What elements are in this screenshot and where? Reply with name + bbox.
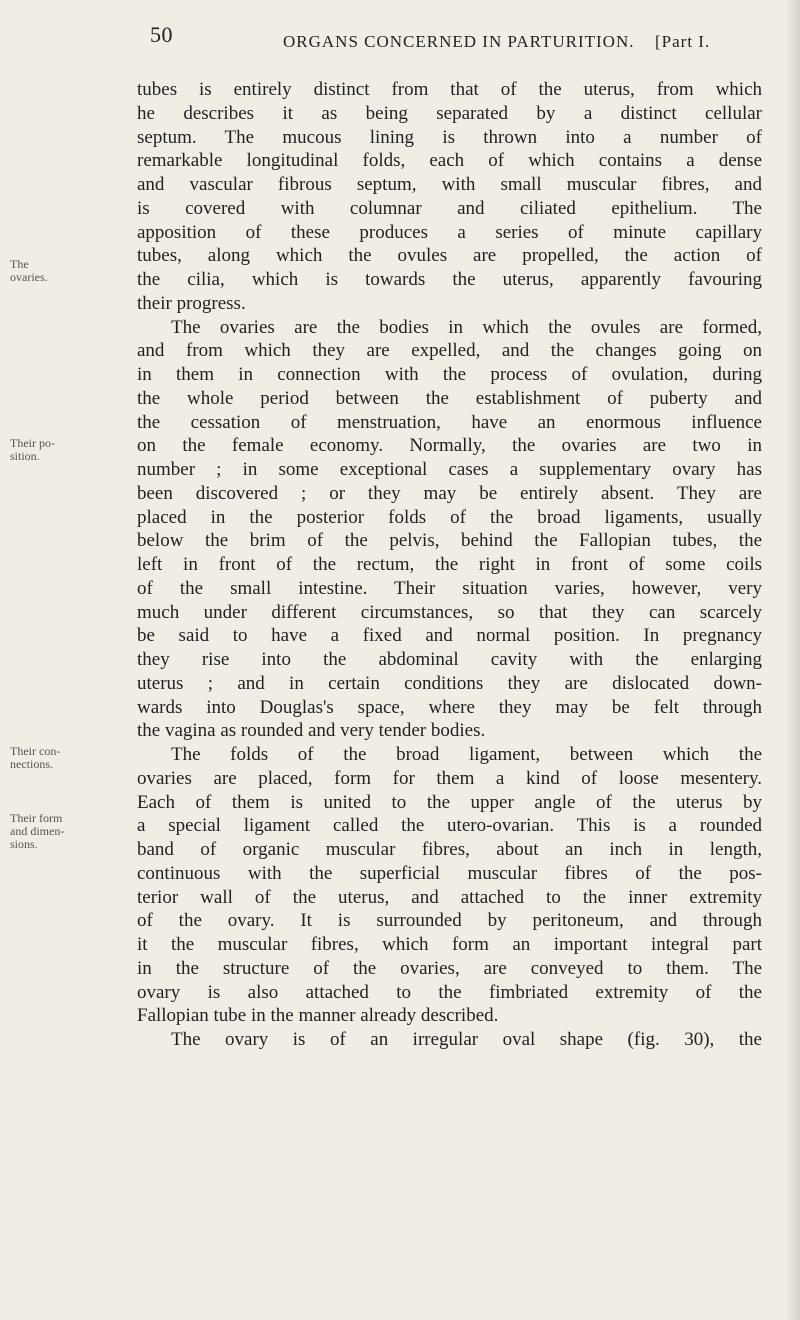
text-line: is covered with columnar and ciliated epithelium. The — [137, 197, 762, 219]
running-header — [150, 22, 770, 54]
text-line: and vascular fibrous septum, with small muscular fibres, and — [137, 174, 762, 195]
text-line: the vagina as rounded and very tender bodies. — [137, 720, 486, 742]
text-line: of the small intestine. Their situation varies, however, very — [137, 577, 762, 599]
text-line: The ovary is of an irregular oval shape (fig. 30), the — [171, 1029, 762, 1050]
margin-note-the-ovaries — [10, 258, 128, 284]
margin-note-their-position — [10, 437, 128, 463]
text-line: much under different circumstances, so that they can scarcely — [137, 601, 762, 623]
text-line: the whole period between the establishment of puberty and — [137, 387, 762, 409]
text-line: a special ligament called the utero-ovarian. This is a rounded — [137, 815, 762, 837]
part-label: [Part I. — [655, 32, 711, 51]
margin-note-line: and dimen- — [10, 824, 65, 838]
body-text — [137, 78, 762, 1052]
text-line: of the ovary. It is surrounded by peritoneum, and through — [137, 910, 762, 932]
text-line: they rise into the abdominal cavity with the enlarging — [137, 649, 762, 670]
text-line: he describes it as being separated by a distinct cellular — [137, 102, 762, 124]
text-line: left in front of the rectum, the right in front of some coils — [137, 554, 762, 575]
text-line: tubes, along which the ovules are propelled, the action of — [137, 245, 762, 267]
text-line: uterus ; and in certain conditions they are dislocated down- — [137, 672, 762, 694]
margin-note-line: Their con- — [10, 744, 61, 758]
text-line: The ovaries are the bodies in which the ovules are formed, — [171, 316, 762, 338]
text-line: in the structure of the ovaries, are conveyed to them. The — [137, 957, 762, 979]
text-line: band of organic muscular fibres, about an inch in length, — [137, 839, 762, 860]
margin-note-line: ovaries. — [10, 270, 48, 284]
text-line: Each of them is united to the upper angle of the uterus by — [137, 791, 762, 813]
text-line: below the brim of the pelvis, behind the Fallopian tubes, the — [137, 530, 762, 552]
text-line: Fallopian tube in the manner already described. — [137, 1005, 499, 1027]
text-line: in them in connection with the process of ovulation, during — [137, 364, 762, 385]
margin-note-line: Their form — [10, 811, 63, 825]
text-line: be said to have a fixed and normal position. In pregnancy — [137, 625, 762, 647]
running-title: ORGANS CONCERNED IN PARTURITION. — [283, 32, 635, 51]
text-line: their progress. — [137, 292, 246, 314]
text-line: remarkable longitudinal folds, each of which contains a dense — [137, 150, 762, 172]
text-line: and from which they are expelled, and the changes going on — [137, 340, 762, 362]
margin-note-line: Their po- — [10, 436, 55, 450]
text-line: the cessation of menstruation, have an enormous influence — [137, 411, 762, 433]
text-line: terior wall of the uterus, and attached to the inner extremity — [137, 886, 762, 908]
margin-note-line: sions. — [10, 837, 38, 851]
text-line: on the female economy. Normally, the ovaries are two in — [137, 435, 762, 457]
margin-note-line: nections. — [10, 757, 53, 771]
text-line: apposition of these produces a series of minute capillary — [137, 221, 762, 243]
text-line: ovary is also attached to the fimbriated extremity of the — [137, 981, 762, 1003]
text-line: been discovered ; or they may be entirely absent. They are — [137, 482, 762, 504]
page-edge-shadow — [786, 0, 800, 1320]
text-line: it the muscular fibres, which form an important integral part — [137, 934, 762, 955]
text-line: The folds of the broad ligament, between which the — [171, 744, 762, 765]
margin-note-their-connections — [10, 745, 128, 771]
text-line: placed in the posterior folds of the broad ligaments, usually — [137, 506, 762, 528]
text-line: continuous with the superficial muscular fibres of the pos- — [137, 862, 762, 884]
page-number: 50 — [150, 22, 173, 47]
text-line: tubes is entirely distinct from that of the uterus, from which — [137, 79, 762, 100]
text-line: ovaries are placed, form for them a kind of loose mesentery. — [137, 767, 762, 789]
margin-note-their-form — [10, 812, 128, 851]
margin-note-line: The — [10, 257, 29, 271]
text-line: septum. The mucous lining is thrown into a number of — [137, 126, 762, 148]
text-line: the cilia, which is towards the uterus, apparently favouring — [137, 269, 762, 290]
text-line: wards into Douglas's space, where they may be felt through — [137, 696, 762, 718]
text-line: number ; in some exceptional cases a supplementary ovary has — [137, 459, 762, 480]
margin-note-line: sition. — [10, 449, 40, 463]
